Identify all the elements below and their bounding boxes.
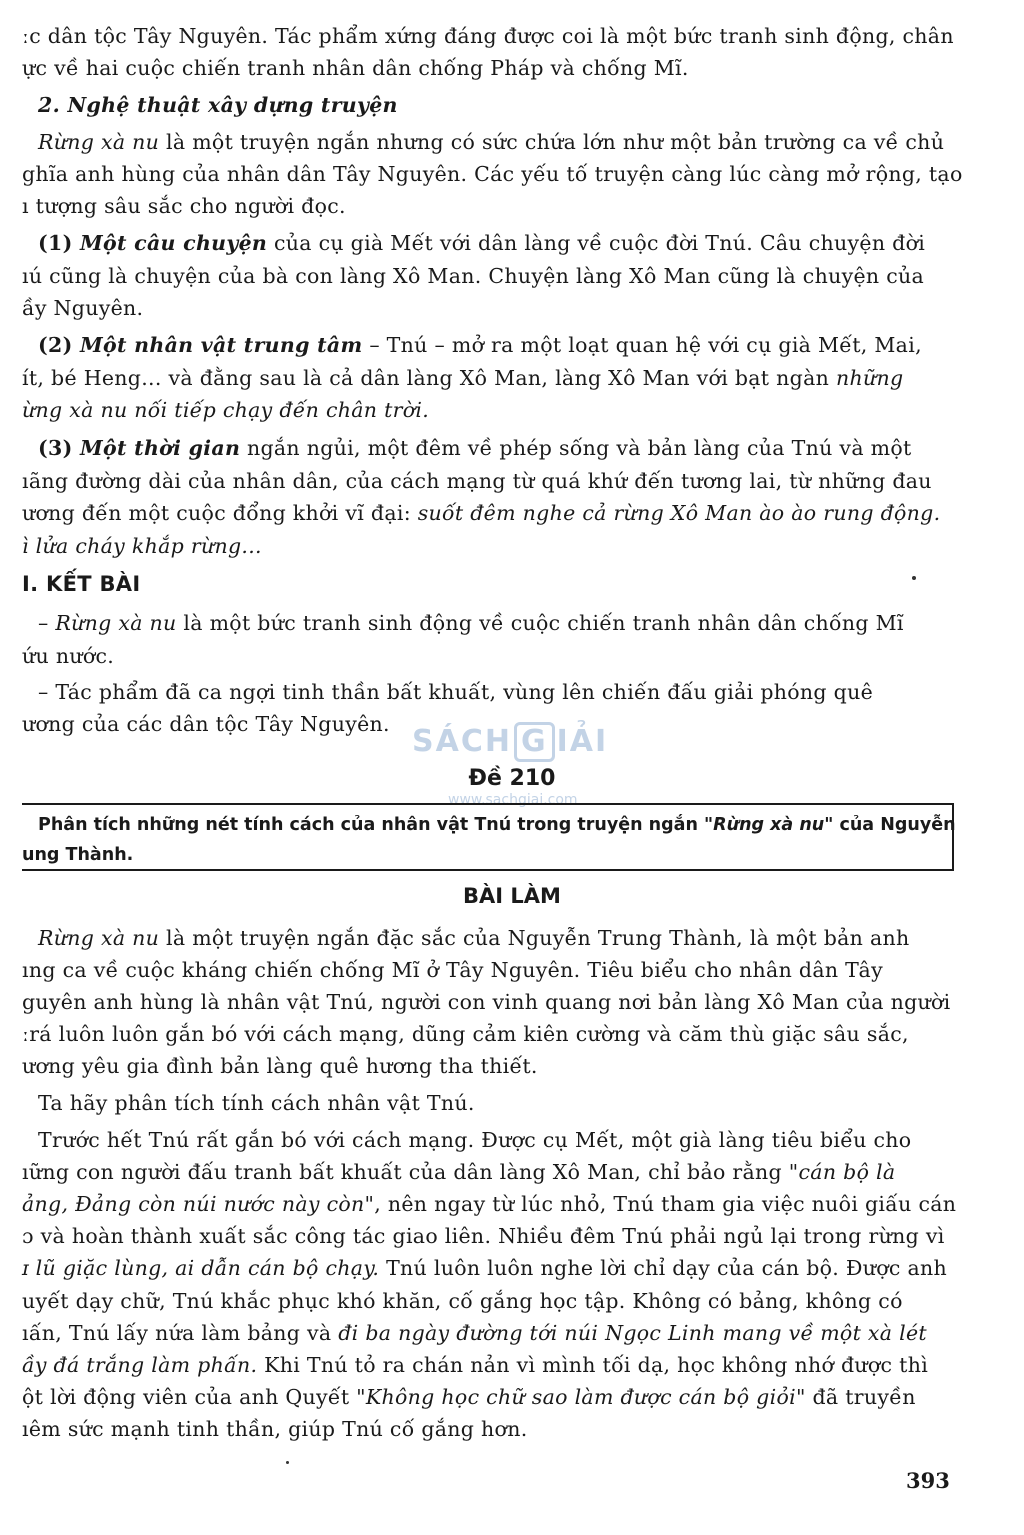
text-line (38, 126, 944, 158)
text-run: ầy Nguyên. (22, 296, 144, 320)
task-line-1 (38, 811, 956, 839)
text-line (38, 676, 944, 708)
text-line (22, 640, 944, 672)
text-run: của cụ già Mết với dân làng về cuộc đời Tnú. Câu chuyện đời (267, 231, 926, 255)
body-line (22, 1156, 944, 1188)
watermark-g-box: G (514, 722, 555, 762)
text-run: ngắn ngủi, một đêm về phép sống và bản làng của Tnú và một (240, 436, 912, 460)
text-run: – (38, 611, 56, 635)
task-box (22, 803, 954, 871)
body-line (38, 922, 944, 954)
text-run: ıãng đường dài của nhân dân, của cách mạng từ quá khứ đến tương lai, từ những đau (22, 469, 932, 493)
scan-speck (286, 1461, 289, 1464)
body-line (22, 1018, 944, 1050)
text-run: 2. Nghệ thuật xây dựng truyện (38, 93, 398, 117)
text-line (22, 465, 944, 497)
text-run: Một nhân vật trung tâm (80, 333, 363, 357)
text-run: (3) (38, 436, 80, 460)
body-line (22, 1381, 944, 1413)
text-run: là một truyện ngắn đặc sắc của Nguyễn Trung Thành, là một bản anh (159, 926, 910, 950)
text-run: ực về hai cuộc chiến tranh nhân dân chống Pháp và chống Mĩ. (22, 56, 689, 80)
text-run: Rừng xà nu (55, 611, 177, 635)
text-run: ıững con người đấu tranh bất khuất của dân làng Xô Man, chỉ bảo rằng " (22, 1160, 799, 1184)
text-run: – Tnú – mở ra một loạt quan hệ với cụ già Mết, Mai, (362, 333, 922, 357)
text-line (38, 227, 944, 259)
text-run: ıú cũng là chuyện của bà con làng Xô Man. Chuyện làng Xô Man cũng là chuyện của (22, 264, 925, 288)
watermark-text-left: SÁCH (412, 724, 512, 759)
text-run: ıêm sức mạnh tinh thần, giúp Tnú cố gắng hơn. (22, 1417, 528, 1441)
text-line (22, 20, 954, 52)
text-run: ıng ca về cuộc kháng chiến chống Mĩ ở Tây Nguyên. Tiêu biểu cho nhân dân Tây (22, 958, 883, 982)
text-line (22, 292, 944, 324)
task-text-end: của Nguyễn (833, 815, 956, 835)
text-run: suốt đêm nghe cả rừng Xô Man ào ào rung động. (417, 501, 941, 525)
text-run: ứu nước. (22, 644, 115, 668)
body-line (22, 1188, 957, 1220)
text-run: ɔ và hoàn thành xuất sắc công tác giao liên. Nhiều đêm Tnú phải ngủ lại trong rừng vì (22, 1224, 945, 1248)
body-line (22, 1285, 944, 1317)
text-line (22, 530, 944, 562)
text-run: I. KẾT BÀI (22, 572, 141, 596)
task-work-title: "Rừng xà nu" (704, 815, 834, 835)
text-run: ì lửa cháy khắp rừng... (22, 534, 262, 558)
text-run: ıấn, Tnú lấy nứa làm bảng và (22, 1321, 339, 1345)
text-run: Rừng xà nu (38, 130, 160, 154)
text-run: ương đến một cuộc đổng khởi vĩ đại: (22, 501, 418, 525)
text-run: những (835, 366, 904, 390)
text-run: " đã truyền (795, 1385, 916, 1409)
section-heading (22, 568, 944, 600)
text-run: Một thời gian (80, 436, 241, 460)
body-line (22, 986, 951, 1018)
text-run: Một câu chuyện (80, 231, 268, 255)
text-line (22, 394, 944, 426)
text-run: (1) (38, 231, 80, 255)
text-run: Rừng xà nu (38, 926, 160, 950)
watermark-text-right: IẢI (556, 724, 609, 759)
text-run: ːrá luôn luôn gắn bó với cách mạng, dũng cảm kiên cường và căm thù giặc sâu sắc, (22, 1022, 909, 1046)
text-line (22, 362, 944, 394)
text-run: (2) (38, 333, 80, 357)
text-run: đi ba ngày đường tới núi Ngọc Linh mang về một xà lét (338, 1321, 927, 1345)
body-line (22, 1050, 944, 1082)
text-line (38, 329, 944, 361)
text-line (22, 260, 944, 292)
scan-speck (912, 576, 916, 580)
text-run: ương yêu gia đình bản làng quê hương tha thiết. (22, 1054, 538, 1078)
text-run: ɪ lũ giặc lùng, ai dẫn cán bộ chạy. (22, 1256, 380, 1280)
text-run: là một truyện ngắn nhưng có sức chứa lớn như một bản trường ca về chủ (159, 130, 945, 154)
text-run: Ta hãy phân tích tính cách nhân vật Tnú. (38, 1091, 475, 1115)
text-run: ừng xà nu nối tiếp chạy đến chân trời. (22, 398, 430, 422)
body-line (22, 1252, 948, 1284)
body-line (22, 1220, 944, 1252)
text-run: ghĩa anh hùng của nhân dân Tây Nguyên. Các yếu tố truyện càng lúc càng mở rộng, tạo (22, 162, 963, 186)
body-line (22, 1349, 944, 1381)
section-heading (38, 89, 944, 121)
text-run: – Tác phẩm đã ca ngợi tinh thần bất khuất, vùng lên chiến đấu giải phóng quê (38, 680, 874, 704)
text-run: ảng, Đảng còn núi nước này còn (22, 1192, 365, 1216)
text-run: guyên anh hùng là nhân vật Tnú, người con vinh quang nơi bản làng Xô Man của người (22, 990, 951, 1014)
watermark-url: www.sachgiai.com (448, 792, 578, 808)
text-line (22, 190, 944, 222)
text-run: ột lời động viên của anh Quyết " (22, 1385, 366, 1409)
text-run: ", nên ngay từ lúc nhỏ, Tnú tham gia việc nuôi giấu cán (364, 1192, 957, 1216)
body-line (38, 1124, 944, 1156)
text-line (22, 52, 944, 84)
text-run: ương của các dân tộc Tây Nguyên. (22, 712, 390, 736)
exercise-title: Đề 210 (468, 766, 556, 791)
text-run: Khi Tnú tỏ ra chán nản vì mình tối dạ, học không nhớ được thì (257, 1353, 929, 1377)
text-line (38, 432, 944, 464)
text-line (22, 158, 963, 190)
text-run: Không học chữ sao làm được cán bộ giỏi (365, 1385, 796, 1409)
text-line (22, 497, 944, 529)
body-line (22, 1317, 944, 1349)
task-text: Phân tích những nét tính cách của nhân vật Tnú trong truyện ngắn (38, 815, 705, 835)
task-line-2: ung Thành. (22, 845, 134, 865)
page-number: 393 (906, 1468, 950, 1493)
text-run: ːc dân tộc Tây Nguyên. Tác phẩm xứng đáng được coi là một bức tranh sinh động, chân (22, 24, 954, 48)
body-line (38, 1087, 944, 1119)
text-line (38, 607, 944, 639)
text-run: ít, bé Heng... và đằng sau là cả dân làng Xô Man, làng Xô Man với bạt ngàn (22, 366, 836, 390)
text-run: uyết dạy chữ, Tnú khắc phục khó khăn, cố gắng học tập. Không có bảng, không có (22, 1289, 903, 1313)
text-run: ầy đá trắng làm phấn. (22, 1353, 258, 1377)
text-run: cán bộ là (798, 1160, 896, 1184)
body-line (22, 1413, 944, 1445)
text-run: là một bức tranh sinh động về cuộc chiến tranh nhân dân chống Mĩ (176, 611, 904, 635)
text-run: Tnú luôn luôn nghe lời chỉ dạy của cán bộ. Được anh (379, 1256, 948, 1280)
answer-heading: BÀI LÀM (463, 884, 561, 908)
text-run: ı tượng sâu sắc cho người đọc. (22, 194, 346, 218)
text-run: Trước hết Tnú rất gắn bó với cách mạng. Được cụ Mết, một già làng tiêu biểu cho (38, 1128, 912, 1152)
body-line (22, 954, 944, 986)
